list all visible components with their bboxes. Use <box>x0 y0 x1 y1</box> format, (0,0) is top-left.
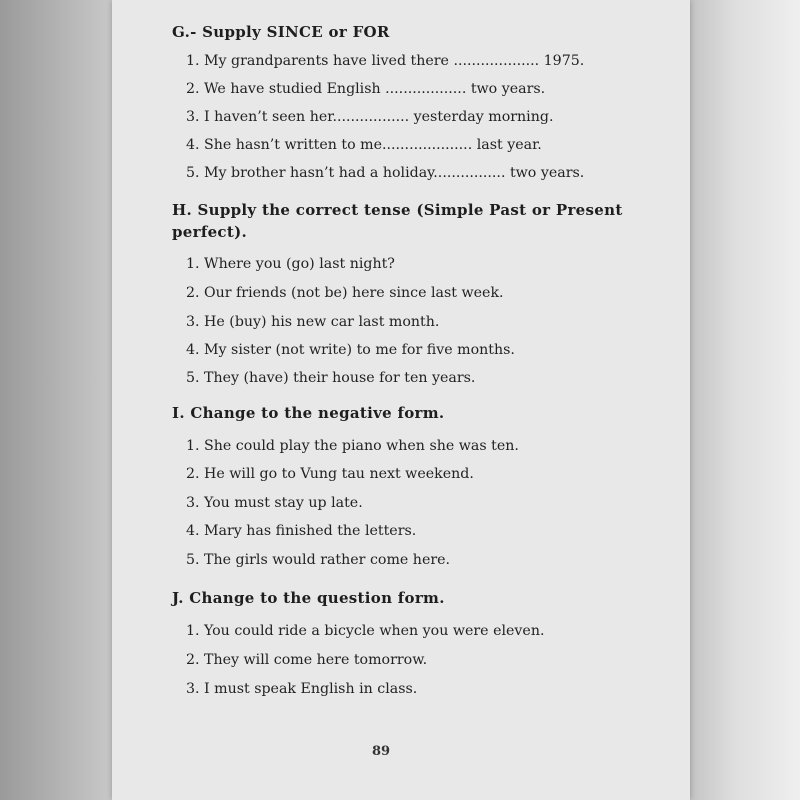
section-i-item-4 <box>186 521 416 541</box>
section-h-item-3 <box>186 312 439 332</box>
item-text: They will come here tomorrow. <box>204 652 428 668</box>
book-gutter-shadow <box>0 0 130 800</box>
section-g-item-1 <box>186 51 584 71</box>
section-h-item-4 <box>186 340 515 360</box>
item-number: 3. <box>186 681 200 697</box>
section-g-item-2 <box>186 79 545 99</box>
item-number: 3. <box>186 314 200 330</box>
item-number: 5. <box>186 370 200 386</box>
item-number: 5. <box>186 165 200 181</box>
section-h-item-2 <box>186 283 504 303</box>
item-text: He will go to Vung tau next weekend. <box>204 466 474 482</box>
item-number: 2. <box>186 285 200 301</box>
item-number: 4. <box>186 137 200 153</box>
section-j-heading: J. Change to the question form. <box>172 589 445 607</box>
item-number: 1. <box>186 623 200 639</box>
item-text: Where you (go) last night? <box>204 256 395 272</box>
item-text: My grandparents have lived there ................... 1975. <box>204 53 585 69</box>
section-i-item-1 <box>186 436 519 456</box>
item-number: 3. <box>186 495 200 511</box>
item-number: 4. <box>186 523 200 539</box>
item-text: They (have) their house for ten years. <box>204 370 476 386</box>
item-number: 2. <box>186 466 200 482</box>
item-number: 1. <box>186 256 200 272</box>
item-text: You must stay up late. <box>204 495 363 511</box>
item-number: 3. <box>186 109 200 125</box>
item-text: You could ride a bicycle when you were eleven. <box>204 623 545 639</box>
item-text: I haven’t seen her................. yesterday morning. <box>204 109 554 125</box>
section-i-item-2 <box>186 464 474 484</box>
section-g-item-4 <box>186 135 542 155</box>
page-edge-right <box>690 0 800 800</box>
item-text: My brother hasn’t had a holiday................ two years. <box>204 165 585 181</box>
item-text: The girls would rather come here. <box>204 552 451 568</box>
item-number: 4. <box>186 342 200 358</box>
section-i-heading: I. Change to the negative form. <box>172 404 445 422</box>
section-i-item-3 <box>186 493 363 513</box>
item-text: Mary has finished the letters. <box>204 523 417 539</box>
section-h-item-5 <box>186 368 475 388</box>
section-g-item-3 <box>186 107 553 127</box>
item-text: She hasn’t written to me.................... last year. <box>204 137 542 153</box>
item-text: Our friends (not be) here since last week. <box>204 285 504 301</box>
section-i-item-5 <box>186 550 450 570</box>
item-text: She could play the piano when she was ten. <box>204 438 519 454</box>
item-number: 1. <box>186 438 200 454</box>
item-number: 1. <box>186 53 200 69</box>
section-g-item-5 <box>186 163 584 183</box>
section-h-item-1 <box>186 254 395 274</box>
section-j-item-1 <box>186 621 544 641</box>
section-g-heading: G.- Supply SINCE or FOR <box>172 23 390 41</box>
page-number: 89 <box>372 744 391 759</box>
section-j-item-2 <box>186 650 427 670</box>
item-text: My sister (not write) to me for five months. <box>204 342 515 358</box>
item-text: He (buy) his new car last month. <box>204 314 440 330</box>
section-h-heading: H. Supply the correct tense (Simple Past or Present perfect). <box>172 201 623 241</box>
item-text: We have studied English .................. two years. <box>204 81 546 97</box>
item-number: 2. <box>186 652 200 668</box>
item-number: 2. <box>186 81 200 97</box>
section-j-item-3 <box>186 679 417 699</box>
item-number: 5. <box>186 552 200 568</box>
item-text: I must speak English in class. <box>204 681 418 697</box>
